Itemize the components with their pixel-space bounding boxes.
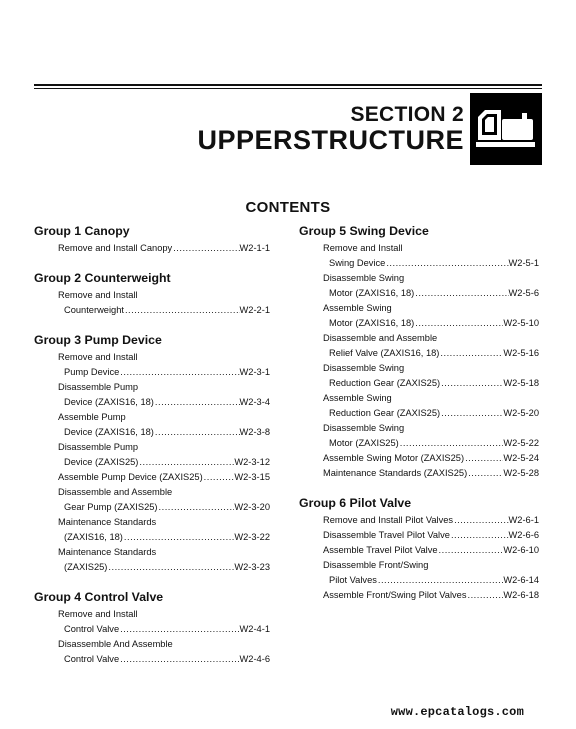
entry-text: Disassemble And Assemble <box>58 639 173 649</box>
page-number: W2-3-12 <box>234 457 270 467</box>
group-title: Group 3 Pump Device <box>34 333 162 347</box>
contents-group <box>34 270 270 318</box>
page-number: W2-6-14 <box>503 575 539 585</box>
entry-text: Motor (ZAXIS25) <box>329 438 399 448</box>
dot-leader <box>450 528 509 543</box>
entry-text: Reduction Gear (ZAXIS25) <box>329 408 441 418</box>
dot-leader <box>414 286 508 301</box>
contents-group <box>34 589 270 667</box>
page-number: W2-5-16 <box>503 348 539 358</box>
entry-text: Disassemble and Assemble <box>323 333 438 343</box>
contents-group <box>299 223 539 481</box>
dot-leader <box>464 451 503 466</box>
dot-leader <box>440 406 503 421</box>
entry-leader-line <box>34 455 270 470</box>
entry-leader-line <box>299 406 539 421</box>
page-number: W2-5-6 <box>508 288 539 298</box>
page-number: W2-3-22 <box>234 532 270 542</box>
entry-leader-line <box>34 395 270 410</box>
entry-text: Remove and Install <box>58 609 138 619</box>
entry-text: Control Valve <box>64 624 120 634</box>
page-number: W2-2-1 <box>239 305 270 315</box>
page-number: W2-3-23 <box>234 562 270 572</box>
page-number: W2-5-20 <box>503 408 539 418</box>
entry-text: Control Valve <box>64 654 120 664</box>
footer-url[interactable]: www.epcatalogs.com <box>390 705 524 719</box>
dot-leader <box>154 395 240 410</box>
entry-leader-line <box>299 588 539 603</box>
page-number: W2-5-24 <box>503 453 539 463</box>
excavator-upperstructure-icon <box>470 93 542 165</box>
entry-text: Device (ZAXIS16, 18) <box>64 427 154 437</box>
contents-right-column <box>299 223 539 617</box>
page-number: W2-3-15 <box>234 472 270 482</box>
toc-entry[interactable] <box>299 361 539 391</box>
toc-entry[interactable] <box>34 288 270 318</box>
dot-leader <box>377 573 503 588</box>
dot-leader <box>399 436 504 451</box>
entry-text: (ZAXIS16, 18) <box>64 532 123 542</box>
dot-leader <box>138 455 234 470</box>
entry-text: Maintenance Standards (ZAXIS25) <box>323 468 468 478</box>
entry-leader-line <box>34 622 270 637</box>
toc-entry[interactable] <box>34 410 270 440</box>
entry-text: Maintenance Standards <box>58 547 157 557</box>
entry-text: Device (ZAXIS25) <box>64 457 139 467</box>
toc-entry[interactable] <box>34 637 270 667</box>
dot-leader <box>453 513 508 528</box>
dot-leader <box>119 622 239 637</box>
entry-text: Remove and Install Pilot Valves <box>323 515 454 525</box>
toc-entry[interactable] <box>34 515 270 545</box>
group-title: Group 1 Canopy <box>34 224 130 238</box>
dot-leader <box>154 425 240 440</box>
toc-entry[interactable] <box>299 391 539 421</box>
toc-entry[interactable] <box>34 470 270 485</box>
entry-text: Counterweight <box>64 305 124 315</box>
toc-entry[interactable] <box>299 528 539 543</box>
entry-text: Assemble Swing <box>323 393 392 403</box>
group-title: Group 5 Swing Device <box>299 224 429 238</box>
contents-group <box>299 495 539 603</box>
page-number: W2-6-1 <box>508 515 539 525</box>
entry-text: Disassemble Swing <box>323 423 405 433</box>
entry-text: Assemble Swing <box>323 303 392 313</box>
entry-leader-line <box>34 652 270 667</box>
entry-text: Remove and Install Canopy <box>58 243 173 253</box>
entry-text: Disassemble Swing <box>323 273 405 283</box>
dot-leader <box>119 652 239 667</box>
entry-text: Assemble Travel Pilot Valve <box>323 545 438 555</box>
entry-leader-line <box>299 346 539 361</box>
toc-entry[interactable] <box>299 513 539 528</box>
entry-text: Device (ZAXIS16, 18) <box>64 397 154 407</box>
page-number: W2-3-4 <box>239 397 270 407</box>
entry-text: Remove and Install <box>323 243 403 253</box>
entry-text: Remove and Install <box>58 290 138 300</box>
entry-leader-line <box>34 560 270 575</box>
page-number: W2-3-8 <box>239 427 270 437</box>
entry-text: Assemble Pump Device (ZAXIS25) <box>58 472 203 482</box>
contents-group <box>34 332 270 575</box>
dot-leader <box>438 543 504 558</box>
page-number: W2-3-20 <box>234 502 270 512</box>
section-title: UPPERSTRUCTURE <box>197 125 464 155</box>
toc-entry[interactable] <box>34 440 270 470</box>
page-number: W2-3-1 <box>239 367 270 377</box>
entry-text: Disassemble and Assemble <box>58 487 173 497</box>
entry-leader-line <box>34 241 270 256</box>
dot-leader <box>414 316 503 331</box>
entry-text: Reduction Gear (ZAXIS25) <box>329 378 441 388</box>
section-label: SECTION 2 <box>350 103 464 126</box>
dot-leader <box>107 560 234 575</box>
dot-leader <box>158 500 235 515</box>
dot-leader <box>385 256 508 271</box>
page-number: W2-5-22 <box>503 438 539 448</box>
toc-entry[interactable] <box>34 485 270 515</box>
group-title: Group 2 Counterweight <box>34 271 171 285</box>
page-number: W2-1-1 <box>239 243 270 253</box>
entry-leader-line <box>299 316 539 331</box>
entry-text: Assemble Front/Swing Pilot Valves <box>323 590 467 600</box>
entry-leader-line <box>299 376 539 391</box>
entry-text: (ZAXIS25) <box>64 562 108 572</box>
entry-text: Motor (ZAXIS16, 18) <box>329 318 415 328</box>
toc-entry[interactable] <box>34 241 270 256</box>
toc-entry[interactable] <box>34 607 270 637</box>
entry-text: Pump Device <box>64 367 120 377</box>
toc-entry[interactable] <box>299 421 539 451</box>
toc-entry[interactable] <box>299 558 539 588</box>
page-number: W2-5-1 <box>508 258 539 268</box>
header-rule <box>34 84 542 86</box>
toc-entry[interactable] <box>299 241 539 271</box>
entry-leader-line <box>299 466 539 481</box>
entry-leader-line <box>34 470 270 485</box>
dot-leader <box>466 588 503 603</box>
entry-text: Gear Pump (ZAXIS25) <box>64 502 158 512</box>
page-number: W2-6-10 <box>503 545 539 555</box>
entry-leader-line <box>299 528 539 543</box>
dot-leader <box>467 466 503 481</box>
toc-entry[interactable] <box>34 380 270 410</box>
toc-entry[interactable] <box>34 350 270 380</box>
entry-text: Relief Valve (ZAXIS16, 18) <box>329 348 440 358</box>
page-number: W2-5-10 <box>503 318 539 328</box>
entry-leader-line <box>299 451 539 466</box>
toc-entry[interactable] <box>299 301 539 331</box>
group-title: Group 4 Control Valve <box>34 590 164 604</box>
entry-leader-line <box>299 256 539 271</box>
dot-leader <box>119 365 239 380</box>
entry-text: Disassemble Front/Swing <box>323 560 429 570</box>
page-number: W2-6-18 <box>503 590 539 600</box>
entry-leader-line <box>34 530 270 545</box>
toc-entry[interactable] <box>299 331 539 361</box>
entry-text: Pilot Valves <box>329 575 377 585</box>
toc-entry[interactable] <box>299 588 539 603</box>
entry-text: Motor (ZAXIS16, 18) <box>329 288 415 298</box>
page-number: W2-6-6 <box>508 530 539 540</box>
dot-leader <box>123 530 234 545</box>
entry-text: Maintenance Standards <box>58 517 157 527</box>
toc-entry[interactable] <box>34 545 270 575</box>
entry-text: Remove and Install <box>58 352 138 362</box>
entry-leader-line <box>34 500 270 515</box>
dot-leader <box>203 470 235 485</box>
page-number: W2-4-1 <box>239 624 270 634</box>
toc-entry[interactable] <box>299 466 539 481</box>
entry-text: Assemble Swing Motor (ZAXIS25) <box>323 453 465 463</box>
entry-text: Disassemble Swing <box>323 363 405 373</box>
entry-leader-line <box>299 286 539 301</box>
contents-title: CONTENTS <box>245 199 331 216</box>
toc-entry[interactable] <box>299 451 539 466</box>
entry-text: Swing Device <box>329 258 386 268</box>
entry-leader-line <box>299 513 539 528</box>
entry-text: Assemble Pump <box>58 412 126 422</box>
entry-leader-line <box>299 543 539 558</box>
dot-leader <box>124 303 240 318</box>
page-number: W2-5-18 <box>503 378 539 388</box>
entry-leader-line <box>34 303 270 318</box>
entry-text: Disassemble Travel Pilot Valve <box>323 530 450 540</box>
entry-leader-line <box>299 436 539 451</box>
page-number: W2-5-28 <box>503 468 539 478</box>
entry-text: Disassemble Pump <box>58 382 139 392</box>
group-title: Group 6 Pilot Valve <box>299 496 412 510</box>
contents-left-column <box>34 223 270 681</box>
entry-leader-line <box>34 425 270 440</box>
header-rule-thin <box>34 88 542 89</box>
entry-leader-line <box>34 365 270 380</box>
page-number: W2-4-6 <box>239 654 270 664</box>
dot-leader <box>440 376 503 391</box>
contents-group <box>34 223 270 256</box>
dot-leader <box>439 346 503 361</box>
toc-entry[interactable] <box>299 543 539 558</box>
entry-text: Disassemble Pump <box>58 442 139 452</box>
entry-leader-line <box>299 573 539 588</box>
toc-entry[interactable] <box>299 271 539 301</box>
dot-leader <box>172 241 239 256</box>
